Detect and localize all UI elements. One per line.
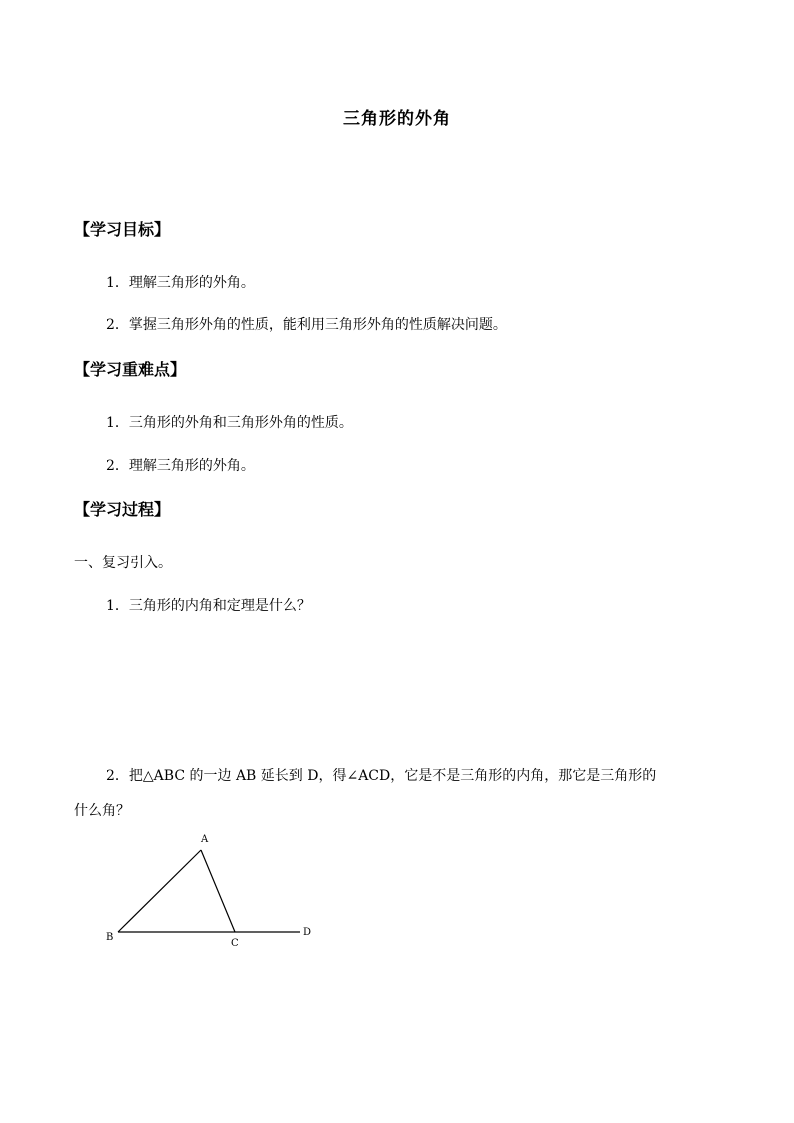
question-1: 1．三角形的内角和定理是什么？: [106, 598, 311, 614]
section-heading-objectives: 【学习目标】: [74, 220, 171, 239]
key-point-item-1: 1．三角形的外角和三角形外角的性质。: [106, 415, 353, 431]
key-point-item-2: 2．理解三角形的外角。: [106, 458, 255, 474]
question-2-line-2: 什么角？: [74, 803, 130, 819]
label-d: D: [303, 927, 312, 938]
segment-ac: [201, 850, 235, 932]
segment-ab: [118, 850, 201, 932]
objective-item-2: 2．掌握三角形外角的性质，能利用三角形外角的性质解决问题。: [106, 317, 507, 333]
page-title: 三角形的外角: [343, 109, 451, 129]
process-part-1: 一、复习引入。: [74, 555, 172, 571]
section-heading-process: 【学习过程】: [74, 500, 171, 519]
section-heading-key-points: 【学习重难点】: [74, 360, 187, 379]
question-2-line-1: 2．把△ABC 的一边 AB 延长到 D，得∠ACD，它是不是三角形的内角，那它是三角形的: [106, 768, 657, 784]
objective-item-1: 1．理解三角形的外角。: [106, 275, 255, 291]
label-c: C: [231, 938, 239, 949]
label-b: B: [106, 932, 114, 943]
label-a: A: [201, 834, 209, 845]
triangle-diagram: [100, 825, 330, 955]
